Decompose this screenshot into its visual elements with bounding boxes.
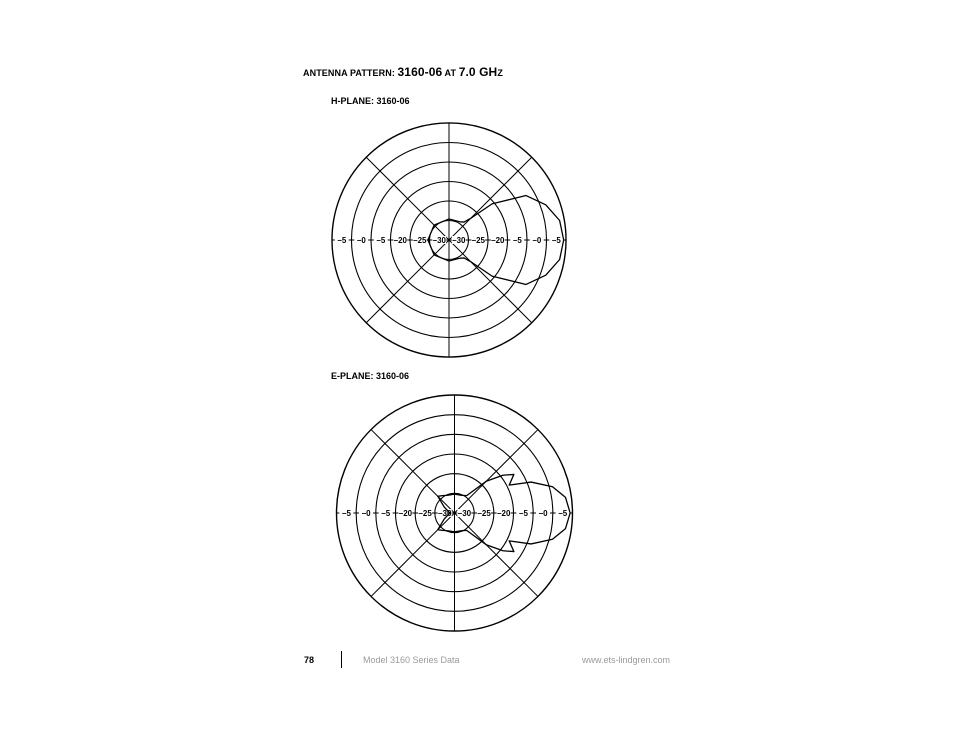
e-plane-tick-label: −20 [398, 509, 413, 518]
footer-url: www.ets-lindgren.com [582, 655, 671, 665]
h-plane-tick-label: −30 [432, 235, 446, 245]
title-prefix: ANTENNA PATTERN: [303, 68, 398, 78]
title-unit-z: Z [497, 68, 503, 78]
h-plane-title: H-PLANE: 3160-06 [331, 96, 410, 106]
e-plane-tick-label: −30 [457, 509, 472, 518]
h-plane-tick-label: −25 [413, 235, 427, 245]
section-title [303, 65, 503, 79]
h-plane-tick-label: −0 [532, 235, 542, 245]
e-plane-tick-label: −0 [538, 509, 548, 518]
h-plane-tick-label: −20 [393, 235, 407, 245]
h-plane-tick-label: −5 [337, 235, 347, 245]
e-plane-tick-label: −5 [518, 509, 528, 518]
e-plane-title: E-PLANE: 3160-06 [331, 371, 410, 381]
h-plane-tick-label: −25 [471, 235, 485, 245]
e-plane-tick-label: −30 [437, 509, 452, 518]
h-plane-tick-label: −30 [452, 235, 466, 245]
e-plane-tick-label: −25 [418, 509, 432, 518]
title-model: 3160-06 [397, 65, 443, 79]
h-plane-polar-chart [330, 120, 568, 360]
e-plane-tick-label: −5 [341, 509, 351, 518]
h-plane-tick-label: −5 [551, 235, 561, 245]
h-plane-tick-label: −0 [356, 235, 366, 245]
page-number: 78 [304, 655, 315, 665]
e-plane-polar-chart [333, 393, 576, 633]
e-plane-tick-label: −5 [558, 509, 568, 518]
e-plane-tick-label: −25 [477, 509, 491, 518]
title-frequency: 7.0 GH [458, 65, 498, 79]
e-plane-tick-label: −5 [381, 509, 391, 518]
e-plane-tick-label: −0 [361, 509, 371, 518]
e-plane-tick-label: −20 [496, 509, 511, 518]
footer-document-name: Model 3160 Series Data [363, 655, 460, 665]
h-plane-tick-label: −5 [376, 235, 386, 245]
footer-divider [341, 651, 342, 668]
h-plane-tick-label: −5 [512, 235, 522, 245]
h-plane-tick-label: −20 [491, 235, 505, 245]
title-at: AT [442, 68, 459, 78]
